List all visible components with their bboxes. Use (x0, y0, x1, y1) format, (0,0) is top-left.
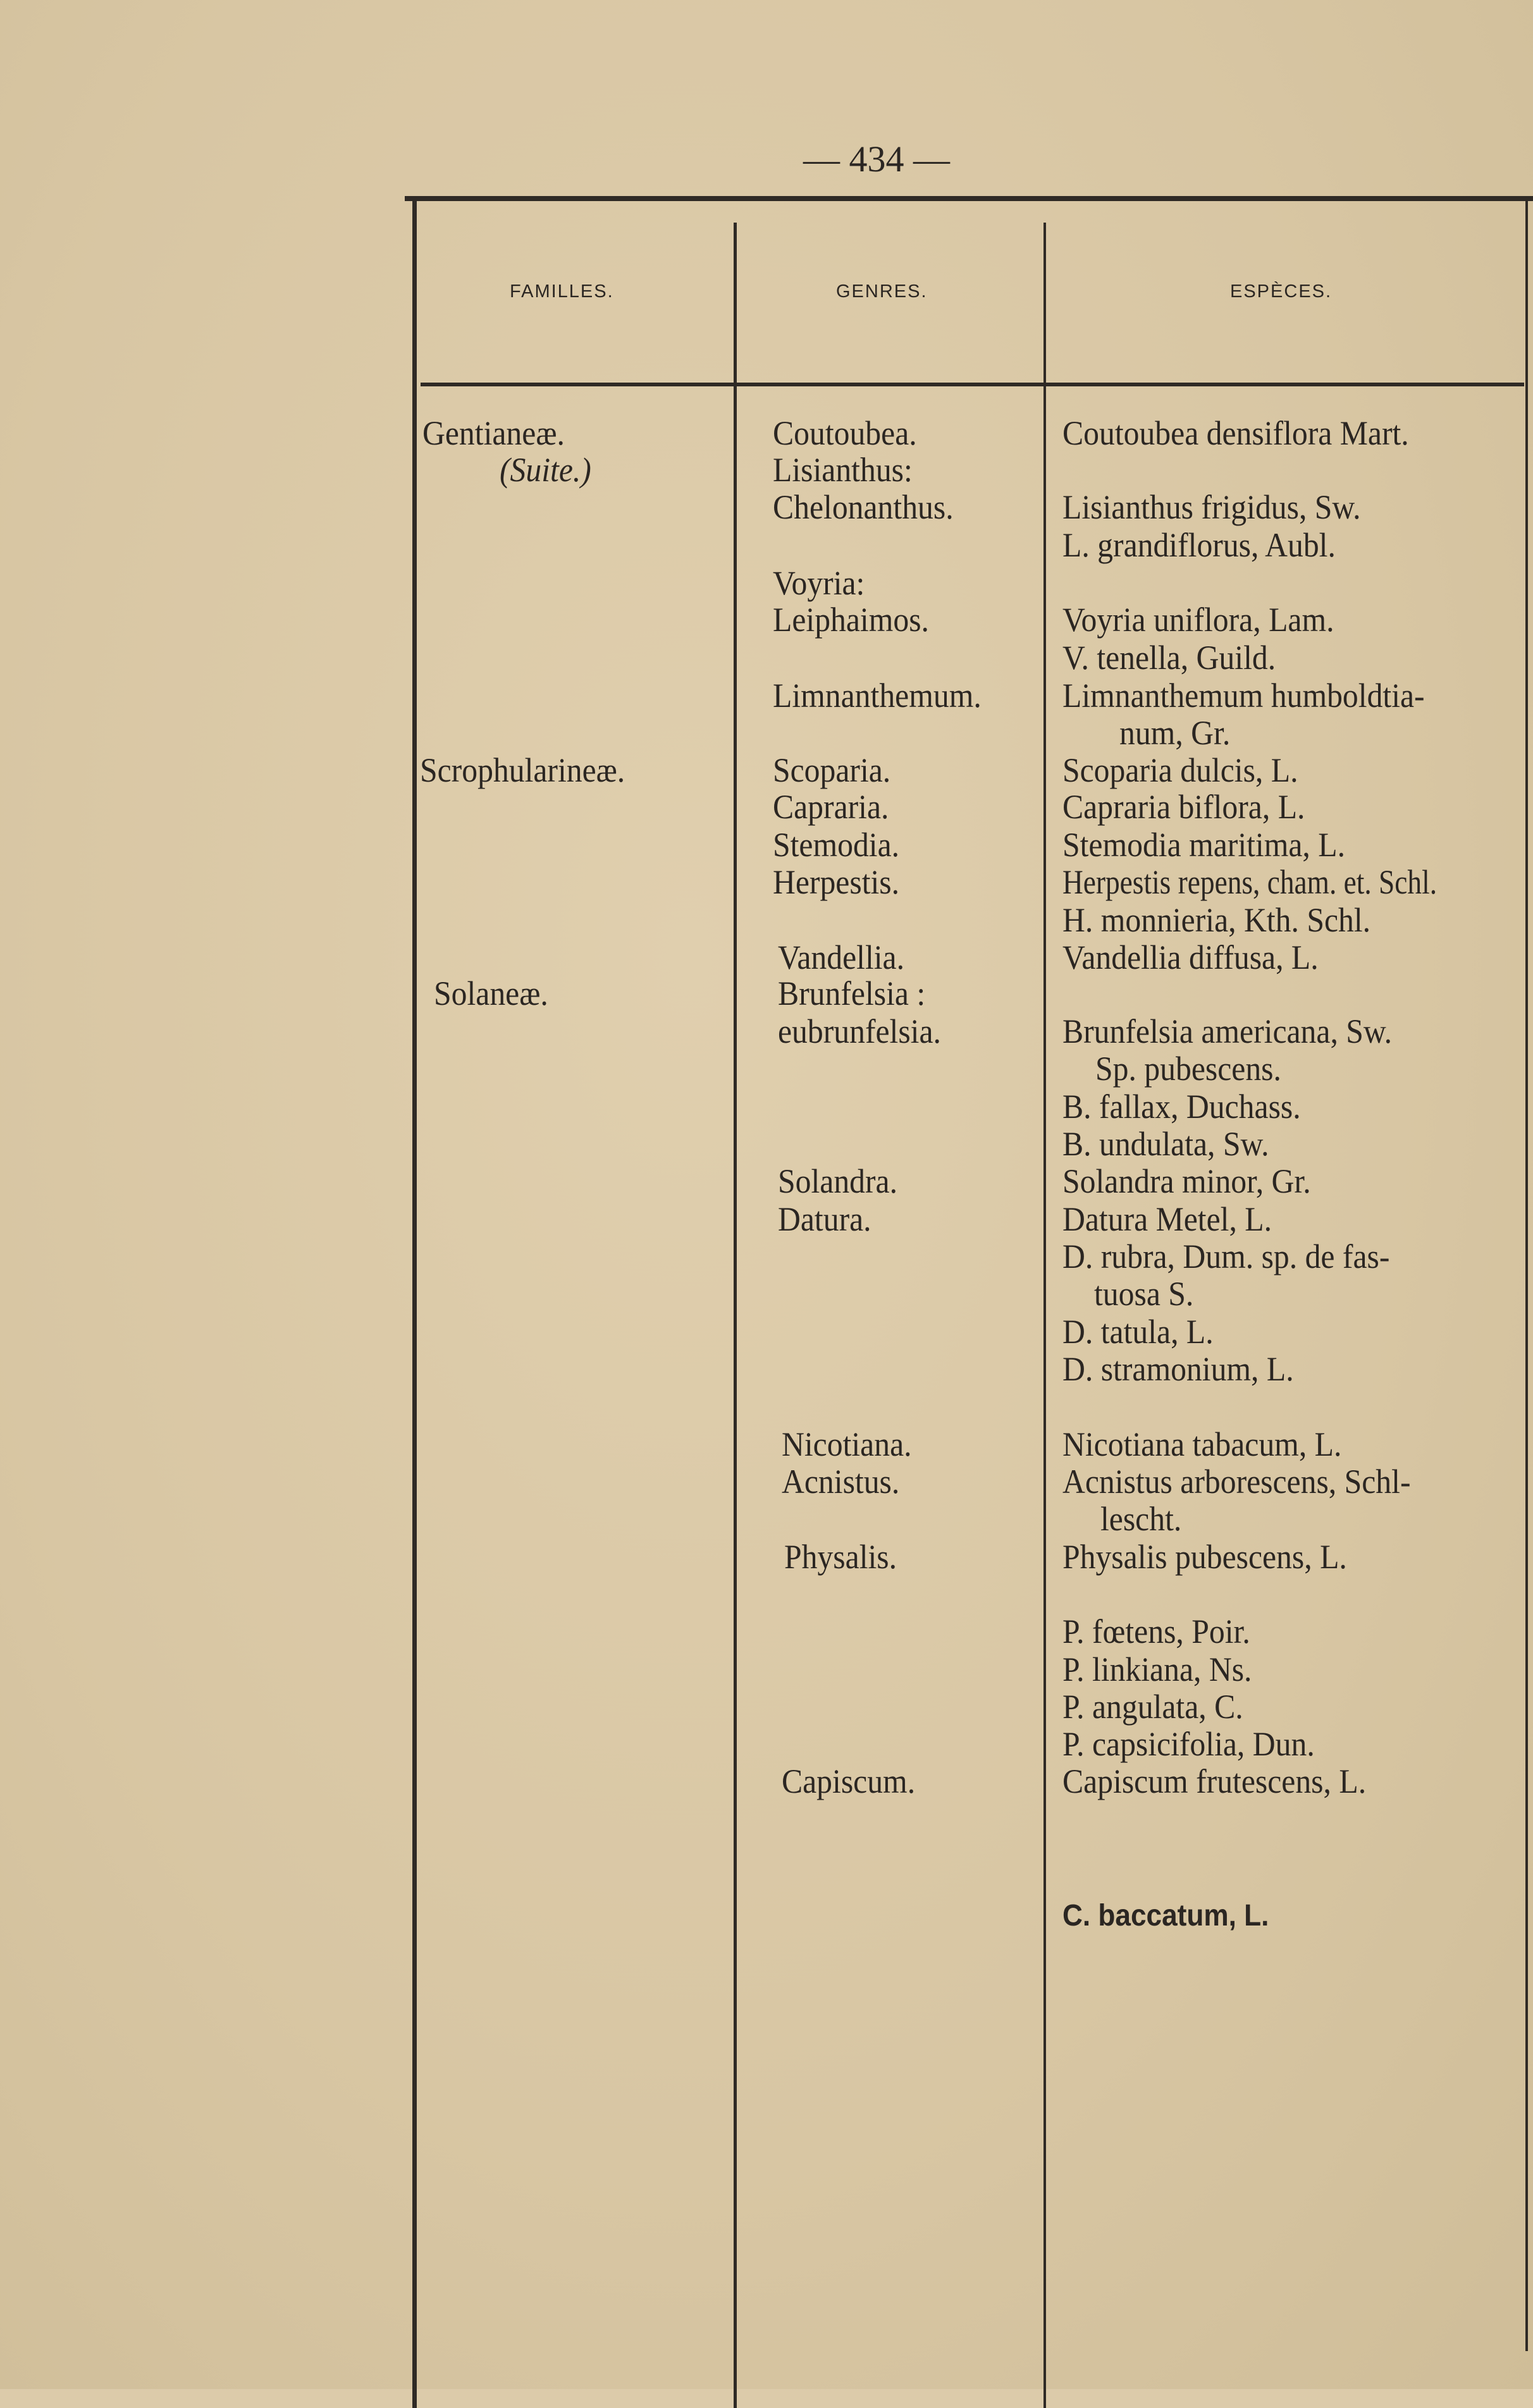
espece-item: Capiscum frutescens, L. (1062, 1762, 1367, 1800)
genre-item: Vandellia. (778, 938, 905, 976)
genre-item: Herpestis. (773, 863, 900, 901)
espece-item: Lisianthus frigidus, Sw. (1062, 488, 1361, 526)
genre-item: Chelonanthus. (773, 488, 954, 526)
column-divider-especes (1044, 223, 1046, 2408)
espece-item: V. tenella, Guild. (1062, 639, 1276, 677)
espece-item: Limnanthemum humboldtia- (1062, 677, 1425, 715)
table-top-rule (405, 196, 1533, 201)
espece-item: Brunfelsia americana, Sw. (1062, 1012, 1392, 1050)
espece-item: H. monnieria, Kth. Schl. (1062, 901, 1371, 939)
espece-item: Herpestis repens, cham. et. Schl. (1062, 863, 1438, 901)
genre-item: Brunfelsia : (778, 974, 926, 1012)
espece-item: Nicotiana tabacum, L. (1062, 1425, 1342, 1463)
espece-item: D. stramonium, L. (1062, 1350, 1294, 1388)
espece-item: C. baccatum, L. (1062, 1899, 1269, 1932)
espece-item: P. fœtens, Poir. (1062, 1612, 1250, 1650)
espece-item: Coutoubea densiflora Mart. (1062, 414, 1409, 452)
espece-item: B. fallax, Duchass. (1062, 1088, 1301, 1126)
espece-item: Solandra minor, Gr. (1062, 1162, 1311, 1200)
genre-item: Coutoubea. (773, 414, 917, 452)
family-note-suite: (Suite.) (500, 451, 591, 489)
espece-item: Physalis pubescens, L. (1062, 1538, 1347, 1576)
espece-item: L. grandiflorus, Aubl. (1062, 526, 1336, 564)
espece-item: Capraria biflora, L. (1062, 788, 1305, 826)
genre-item: Scoparia. (773, 751, 891, 789)
espece-item: D. tatula, L. (1062, 1313, 1214, 1351)
page-number: — 434 — (803, 138, 950, 180)
genre-item: Voyria: (773, 564, 865, 602)
genre-item: Capiscum. (782, 1762, 916, 1800)
genre-item: eubrunfelsia. (778, 1012, 941, 1050)
genre-item: Stemodia. (773, 826, 900, 864)
column-divider-genres (734, 223, 737, 2408)
genre-item: Datura. (778, 1200, 871, 1238)
header-familles: FAMILLES. (510, 281, 614, 302)
espece-item: Vandellia diffusa, L. (1062, 938, 1319, 976)
family-gentianeae: Gentianeæ. (422, 414, 565, 452)
family-scrophularineae: Scrophularineæ. (420, 751, 625, 789)
espece-item: P. linkiana, Ns. (1062, 1650, 1252, 1688)
espece-item: num, Gr. (1119, 714, 1231, 752)
family-solaneae: Solaneæ. (434, 974, 548, 1012)
table-left-border (412, 201, 417, 2408)
genre-item: Physalis. (784, 1538, 897, 1576)
espece-item: lescht. (1100, 1500, 1182, 1538)
header-especes: ESPÈCES. (1230, 281, 1333, 302)
espece-item: Acnistus arborescens, Schl- (1062, 1463, 1411, 1501)
genre-item: Acnistus. (782, 1463, 900, 1501)
espece-item: tuosa S. (1094, 1275, 1194, 1313)
genre-item: Solandra. (778, 1162, 898, 1200)
genre-item: Nicotiana. (782, 1425, 912, 1463)
header-genres: GENRES. (836, 281, 928, 302)
espece-item: Sp. pubescens. (1095, 1050, 1281, 1088)
genre-item: Lisianthus: (773, 451, 913, 489)
genre-item: Capraria. (773, 788, 889, 826)
table-right-border (1525, 201, 1528, 2351)
espece-item: Stemodia maritima, L. (1062, 826, 1346, 864)
espece-item: B. undulata, Sw. (1062, 1125, 1269, 1163)
espece-item: D. rubra, Dum. sp. de fas- (1062, 1238, 1390, 1275)
genre-item: Leiphaimos. (773, 601, 929, 639)
espece-item: P. angulata, C. (1062, 1688, 1243, 1726)
espece-item: Scoparia dulcis, L. (1062, 751, 1298, 789)
espece-item: P. capsicifolia, Dun. (1062, 1725, 1315, 1763)
espece-item: Datura Metel, L. (1062, 1200, 1272, 1238)
genre-item: Limnanthemum. (773, 677, 982, 715)
header-bottom-rule (421, 383, 1524, 386)
espece-item: Voyria uniflora, Lam. (1062, 601, 1334, 639)
